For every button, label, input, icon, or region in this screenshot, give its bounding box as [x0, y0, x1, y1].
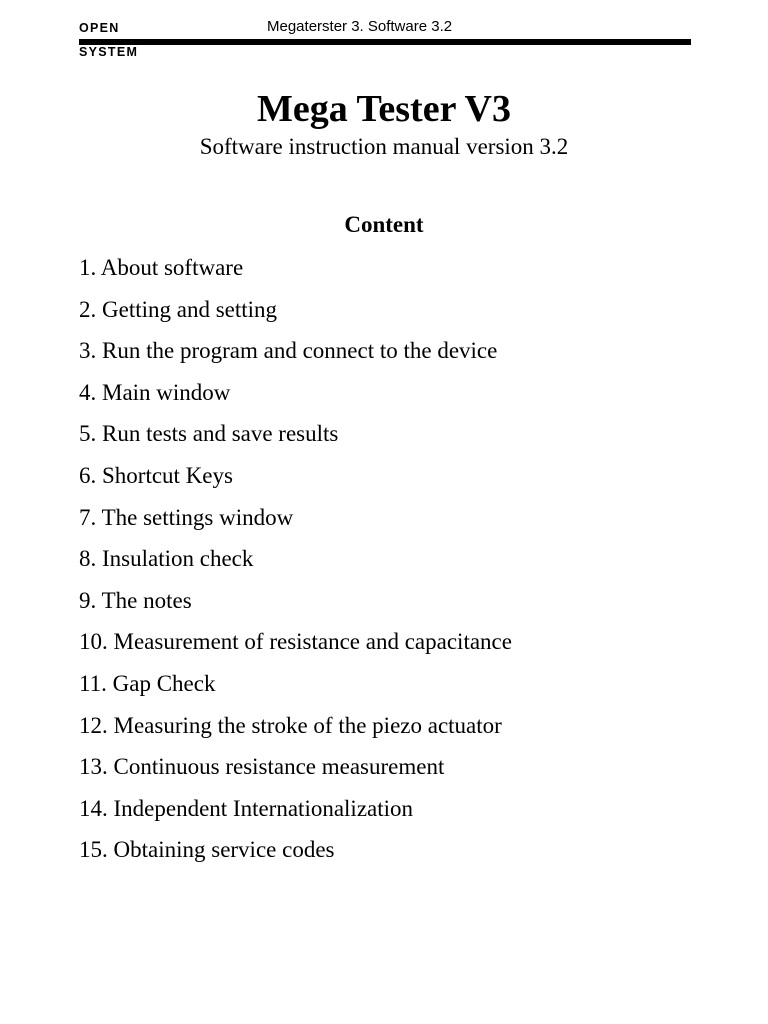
document-subtitle: Software instruction manual version 3.2	[199, 134, 569, 159]
toc-item-3: 3. Run the program and connect to the device	[79, 338, 498, 364]
header-divider	[79, 39, 691, 45]
table-of-contents	[79, 255, 512, 879]
toc-item-4: 4. Main window	[79, 379, 231, 405]
toc-item-6: 6. Shortcut Keys	[79, 462, 233, 488]
toc-item-15: 15. Obtaining service codes	[79, 837, 335, 863]
logo-line-open: OPEN	[79, 21, 120, 35]
toc-item-8: 8. Insulation check	[79, 546, 254, 572]
logo-line-system: SYSTEM	[79, 45, 139, 59]
toc-item-9: 9. The notes	[79, 587, 192, 613]
toc-item-13: 13. Continuous resistance measurement	[79, 754, 445, 780]
toc-item-1: 1. About software	[79, 255, 244, 280]
toc-item-12: 12. Measuring the stroke of the piezo actuator	[79, 712, 502, 738]
toc-item-2: 2. Getting and setting	[79, 296, 278, 322]
document-title: Mega Tester V3	[256, 88, 511, 130]
contents-heading: Content	[344, 212, 424, 237]
toc-item-5: 5. Run tests and save results	[79, 421, 339, 447]
running-header-title: Megaterster 3. Software 3.2	[267, 18, 453, 35]
toc-item-14: 14. Independent Internationalization	[79, 795, 414, 821]
toc-item-11: 11. Gap Check	[79, 670, 216, 696]
toc-item-10: 10. Measurement of resistance and capacitance	[79, 629, 512, 655]
toc-item-7: 7. The settings window	[79, 504, 294, 530]
